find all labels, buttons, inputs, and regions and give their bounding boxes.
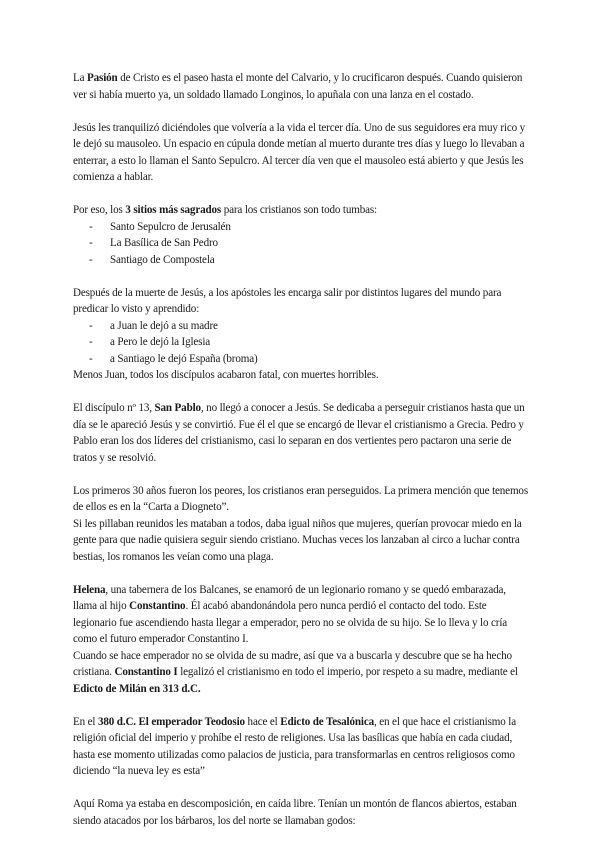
list-item: - Santiago de Compostela [73, 252, 528, 269]
bold-term: San Pablo [154, 402, 201, 414]
list-sitios [73, 219, 528, 269]
text: La [73, 72, 88, 84]
list-item: - La Basílica de San Pedro [73, 235, 528, 252]
paragraph-roma: Aquí Roma ya estaba en descomposición, en caída libre. Tenían un montón de flancos abiertos, estaban siendo atacados por los bárbaros, los del norte se llamaban godos: [73, 798, 517, 827]
bold-term: Edicto de Milán en 313 d.C. [73, 682, 201, 695]
bold-term: Constantino [129, 600, 186, 612]
text: . Él acabó abandonándola pero nunca perdió el contacto del todo. Este legionario fue ascendiendo hasta llegar a emperador, pero no se olvida de su hijo. Se lo lleva y lo cría como el futuro emperador Constantino I. [73, 600, 508, 645]
text: legalizó el cristianismo en todo el imperio, por respeto a su madre, mediante el [177, 666, 518, 678]
text: de Cristo es el paseo hasta el monte del Calvario, y lo crucificaron después. Cuando quisieron ver si había muerto ya, un soldado llamado Longinos, lo apuñala con una lanza en el costado. [73, 72, 523, 101]
bold-term: Pasión [87, 72, 118, 84]
text: para los cristianos son todo tumbas: [221, 204, 377, 216]
list-item: - Santo Sepulcro de Jerusalén [73, 219, 528, 236]
paragraph-san-pablo [73, 400, 528, 466]
paragraph-helena [73, 582, 528, 648]
text: Por eso, los [73, 204, 126, 216]
paragraph-constantino [73, 648, 528, 698]
bold-term: Edicto de Tesalónica [280, 715, 374, 728]
paragraph-sitios [73, 202, 528, 219]
document-page [73, 70, 528, 829]
bold-term: Constantino I [114, 666, 178, 678]
paragraph-teodosio [73, 714, 528, 780]
bold-term: 380 d.C. El emperador Teodosio [97, 715, 245, 728]
list-item: - a Santiago le dejó España (broma) [73, 351, 528, 368]
text: , en el que hace el cristianismo la religión oficial del imperio y prohíbe el resto de religiones. Usa las basílicas que había en cada ciudad, hasta ese momento utilizadas como palacios de justicia, para transformarlas en centros religiosos como diciendo “la nueva ley es esta” [73, 715, 516, 777]
paragraph-sepulcro: Jesús les tranquilizó diciéndoles que volvería a la vida el tercer día. Uno de sus seguidores era muy rico y le dejó su mausoleo. Un espacio en cúpula donde metían al muerto durante tres días y luego lo llevaban a enterrar, a esto lo llaman el Santo Sepulcro. Al tercer día ven que el mausoleo está abierto y que Jesús les comienza a hablar. [73, 121, 526, 183]
bold-term: Helena [73, 583, 106, 596]
text: , una tabernera de los Balcanes, se enamoró de un legionario romano y se quedó embarazada, llama al hijo [73, 583, 506, 612]
text: , no llegó a conocer a Jesús. Se dedicaba a perseguir cristianos hasta que un día se le apareció Jesús y se convirtió. Fue él el que se encargó de llevar el cristianismo a Grecia. Pedro y Pablo eran los dos líderes del cristianismo, casi lo separan en dos vertientes pero pactaron una serie de tratos y se resolvió. [73, 402, 525, 464]
text: En el [73, 715, 98, 728]
list-apostoles [73, 318, 528, 368]
paragraph-pasion [73, 70, 528, 103]
text: Cuando se hace emperador no se olvida de su madre, así que va a buscarla y descubre que se ha hecho cristiana. [73, 649, 512, 678]
paragraph-discipulos: Menos Juan, todos los discípulos acabaron fatal, con muertes horribles. [73, 369, 379, 381]
paragraph-persecucion-2: Si les pillaban reunidos les mataban a todos, daba igual niños que mujeres, querían provocar miedo en la gente para que nadie quisiera seguir siendo cristiano. Muchas veces los lanzaban al circo a luchar contra bestias, los romanos les veían como una plaga. [73, 517, 522, 563]
bold-term: 3 sitios más sagrados [125, 204, 222, 216]
list-item: - a Pero le dejó la Iglesia [73, 334, 528, 351]
paragraph-persecucion-1: Los primeros 30 años fueron los peores, los cristianos eran perseguidos. La primera mención que tenemos de ellos es en la “Carta a Diogneto”. [73, 484, 528, 513]
text: hace el [244, 715, 281, 728]
list-item: - a Juan le dejó a su madre [73, 318, 528, 335]
text: El discípulo nº 13, [73, 402, 155, 414]
paragraph-apostoles: Después de la muerte de Jesús, a los apóstoles les encarga salir por distintos lugares del mundo para predicar lo visto y aprendido: [73, 286, 502, 315]
